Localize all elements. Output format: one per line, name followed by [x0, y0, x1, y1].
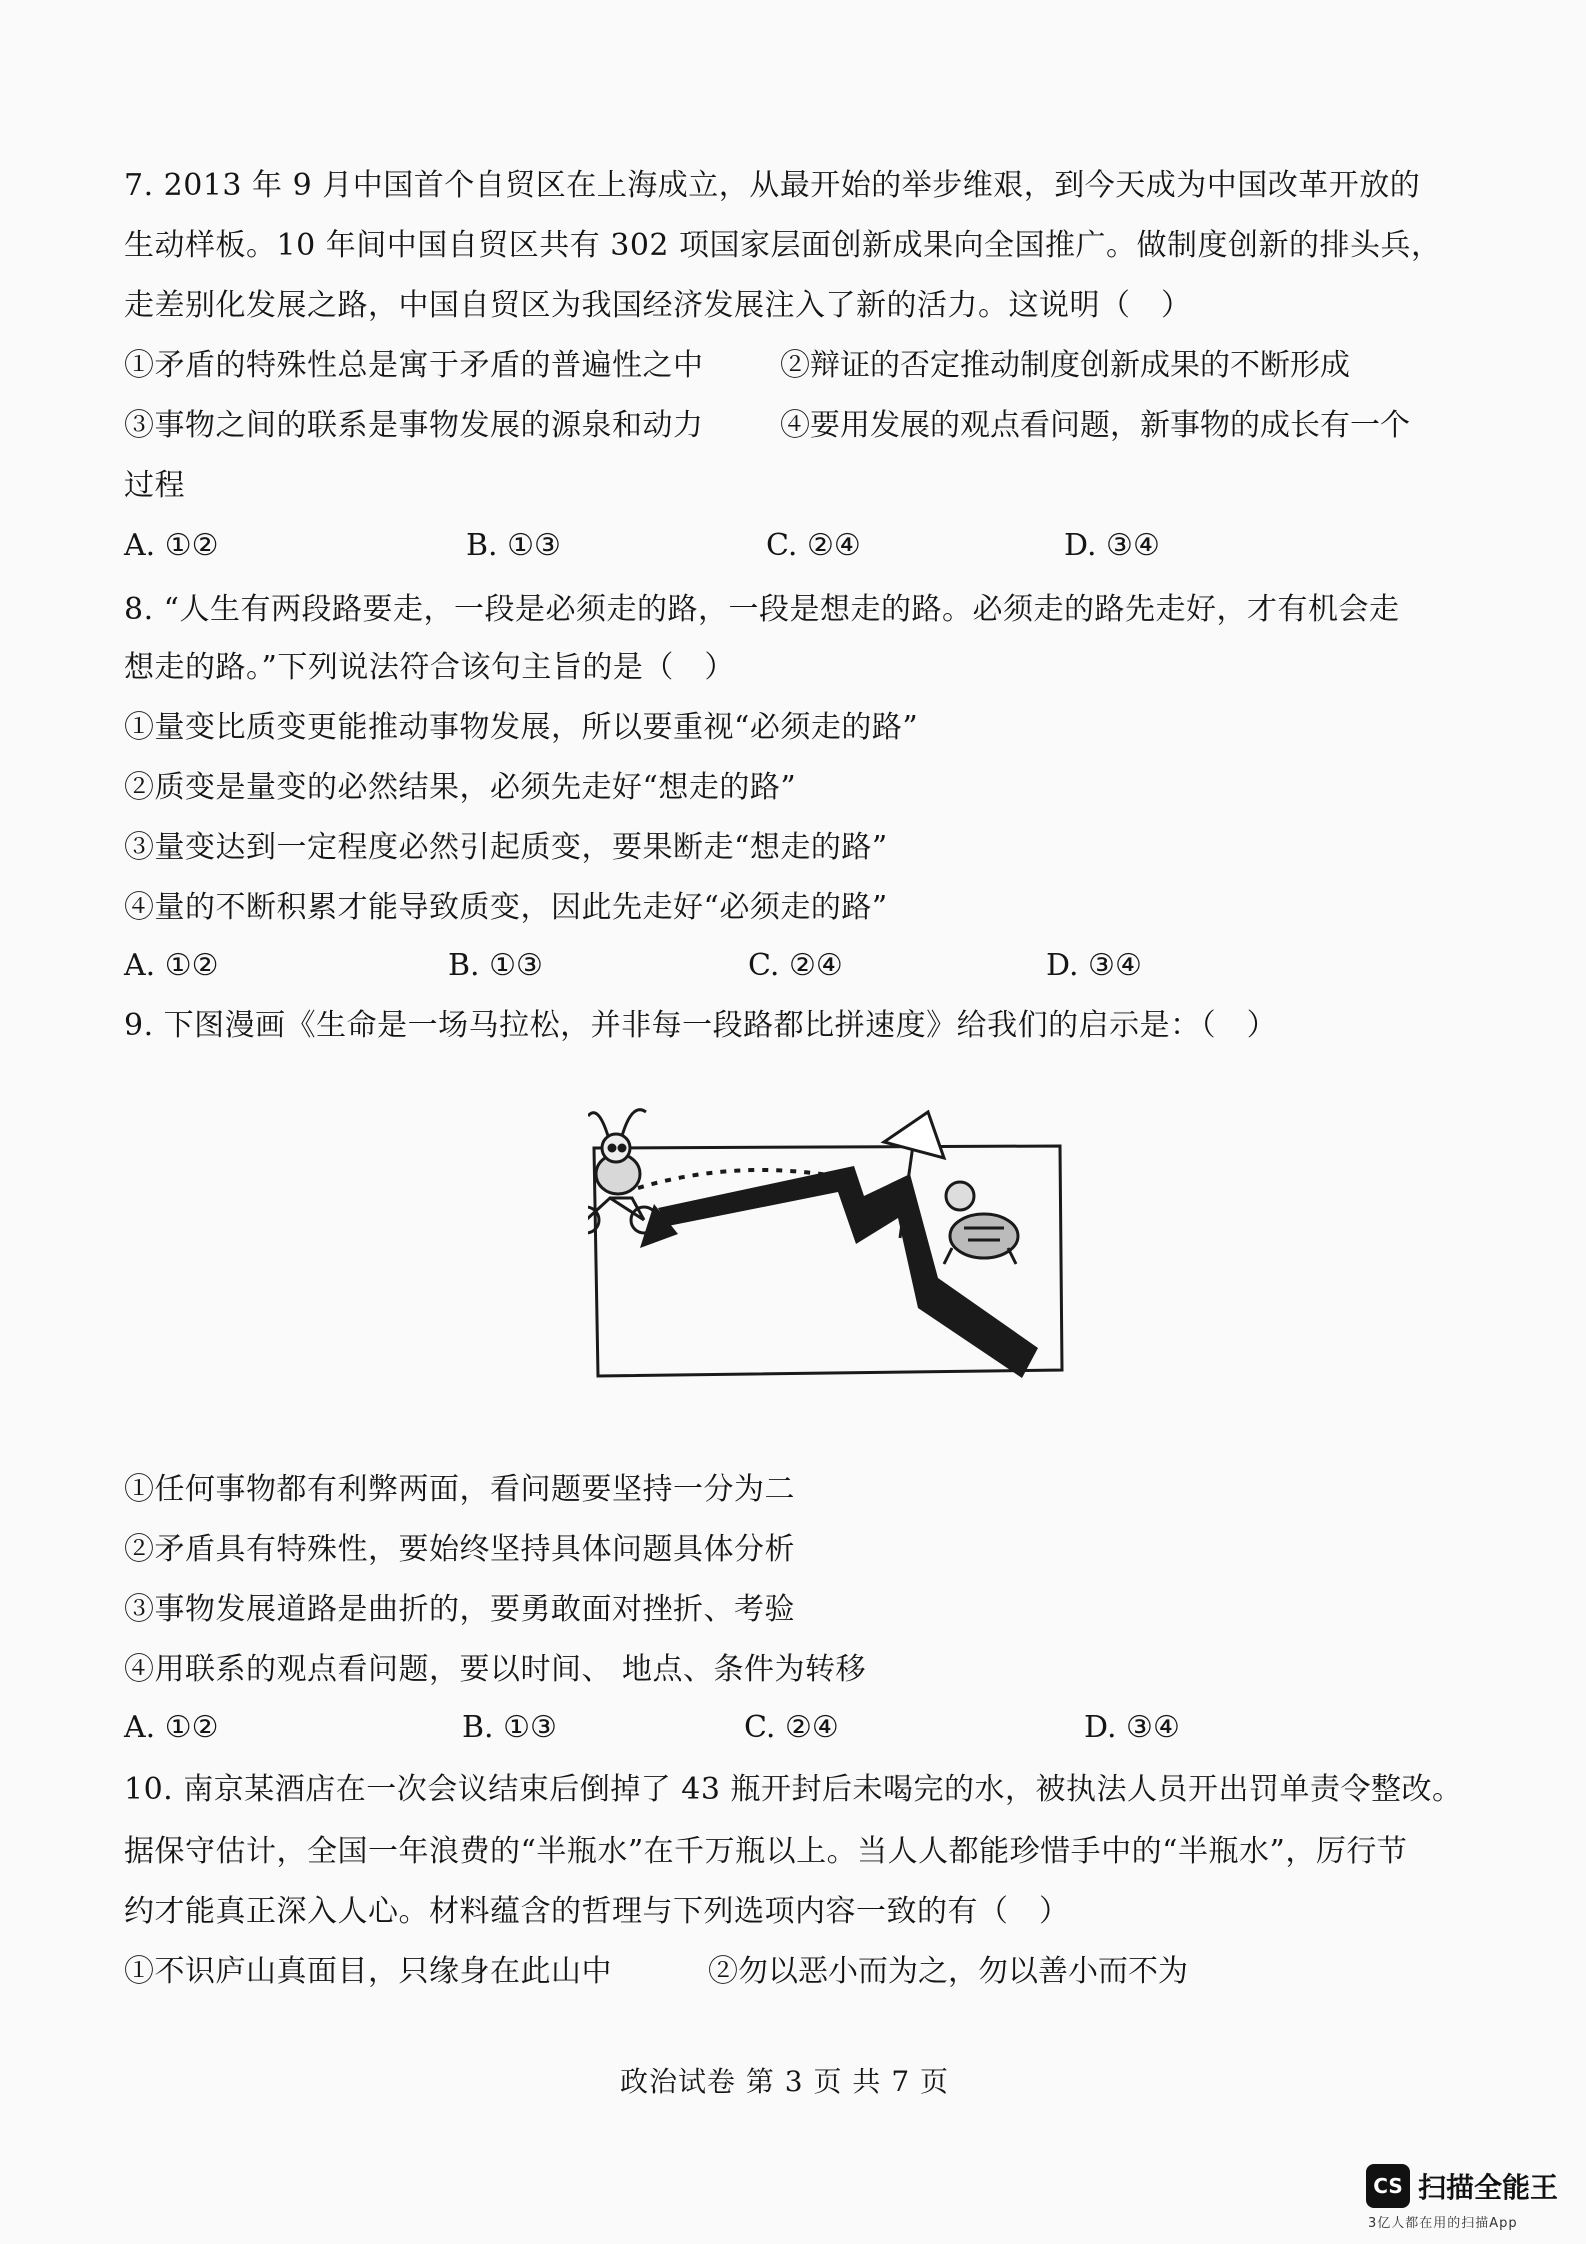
q7-stem-line-1: 7. 2013 年 9 月中国首个自贸区在上海成立，从最开始的举步维艰，到今天成为中国改革开放的 — [124, 168, 1421, 203]
q8-stem-line-2: 想走的路。”下列说法符合该句主旨的是（ ） — [124, 650, 735, 685]
winding-road-icon — [658, 1166, 1038, 1378]
q8-option-4: ④量的不断积累才能导致质变，因此先走好“必须走的路” — [124, 890, 888, 925]
q7-answer-b: B. ①③ — [466, 528, 561, 563]
brand-name: 扫描全能王 — [1418, 2171, 1559, 2204]
q7-answer-c: C. ②④ — [766, 528, 861, 563]
q10-stem-line-3: 约才能真正深入人心。材料蕴含的哲理与下列选项内容一致的有（ ） — [124, 1894, 1070, 1929]
marathon-cartoon — [588, 1108, 1066, 1384]
q7-answer-a: A. ①② — [124, 528, 219, 563]
q9-answer-a: A. ①② — [124, 1710, 219, 1745]
q7-option-1: ①矛盾的特殊性总是寓于矛盾的普遍性之中 — [124, 348, 704, 383]
q10-option-1: ①不识庐山真面目，只缘身在此山中 — [124, 1954, 612, 1989]
q10-option-2: ②勿以恶小而为之，勿以善小而不为 — [708, 1954, 1188, 1989]
q8-answer-c: C. ②④ — [748, 948, 843, 983]
tortoise-icon — [944, 1182, 1018, 1264]
q7-stem-line-3: 走差别化发展之路，中国自贸区为我国经济发展注入了新的活力。这说明（ ） — [124, 288, 1192, 323]
q7-stem-line-2: 生动样板。10 年间中国自贸区共有 302 项国家层面创新成果向全国推广。做制度创新的排头兵， — [124, 228, 1442, 263]
q9-option-2: ②矛盾具有特殊性，要始终坚持具体问题具体分析 — [124, 1532, 795, 1567]
q9-stem: 9. 下图漫画《生命是一场马拉松，并非每一段路都比拼速度》给我们的启示是：（ ） — [124, 1008, 1278, 1043]
q8-answer-d: D. ③④ — [1046, 948, 1142, 983]
q7-option-2: ②辩证的否定推动制度创新成果的不断形成 — [780, 348, 1350, 383]
q10-stem-line-2: 据保守估计，全国一年浪费的“半瓶水”在千万瓶以上。当人人都能珍惜手中的“半瓶水”，厉行节 — [124, 1834, 1408, 1869]
q9-answer-c: C. ②④ — [744, 1710, 839, 1745]
q7-option-4: ④要用发展的观点看问题，新事物的成长有一个 — [780, 408, 1410, 443]
q10-stem-line-1: 10. 南京某酒店在一次会议结束后倒掉了 43 瓶开封后未喝完的水，被执法人员开出罚单责令整改。 — [124, 1772, 1463, 1807]
q9-answer-d: D. ③④ — [1084, 1710, 1180, 1745]
q8-answer-a: A. ①② — [124, 948, 219, 983]
cs-logo-icon: CS — [1366, 2164, 1410, 2208]
q7-option-4-continued: 过程 — [124, 468, 185, 503]
q8-answer-b: B. ①③ — [448, 948, 543, 983]
rabbit-on-bicycle-icon — [588, 1110, 657, 1233]
q7-option-3: ③事物之间的联系是事物发展的源泉和动力 — [124, 408, 704, 443]
brand-tagline: 3亿人都在用的扫描App — [1368, 2216, 1518, 2231]
scanner-watermark — [1366, 2160, 1566, 2230]
q9-option-1: ①任何事物都有利弊两面，看问题要坚持一分为二 — [124, 1472, 795, 1507]
q8-stem-line-1: 8. “人生有两段路要走，一段是必须走的路，一段是想走的路。必须走的路先走好，才有机会走 — [124, 592, 1400, 627]
page-footer: 政治试卷 第 3 页 共 7 页 — [620, 2065, 950, 2098]
q8-option-2: ②质变是量变的必然结果，必须先走好“想走的路” — [124, 770, 797, 805]
cartoon-illustration — [588, 1108, 1066, 1384]
q9-option-3: ③事物发展道路是曲折的，要勇敢面对挫折、考验 — [124, 1592, 795, 1627]
q8-option-3: ③量变达到一定程度必然引起质变，要果断走“想走的路” — [124, 830, 888, 865]
q9-answer-b: B. ①③ — [462, 1710, 557, 1745]
q8-option-1: ①量变比质变更能推动事物发展，所以要重视“必须走的路” — [124, 710, 919, 745]
q7-answer-d: D. ③④ — [1064, 528, 1160, 563]
q9-option-4: ④用联系的观点看问题，要以时间、 地点、条件为转移 — [124, 1652, 867, 1687]
